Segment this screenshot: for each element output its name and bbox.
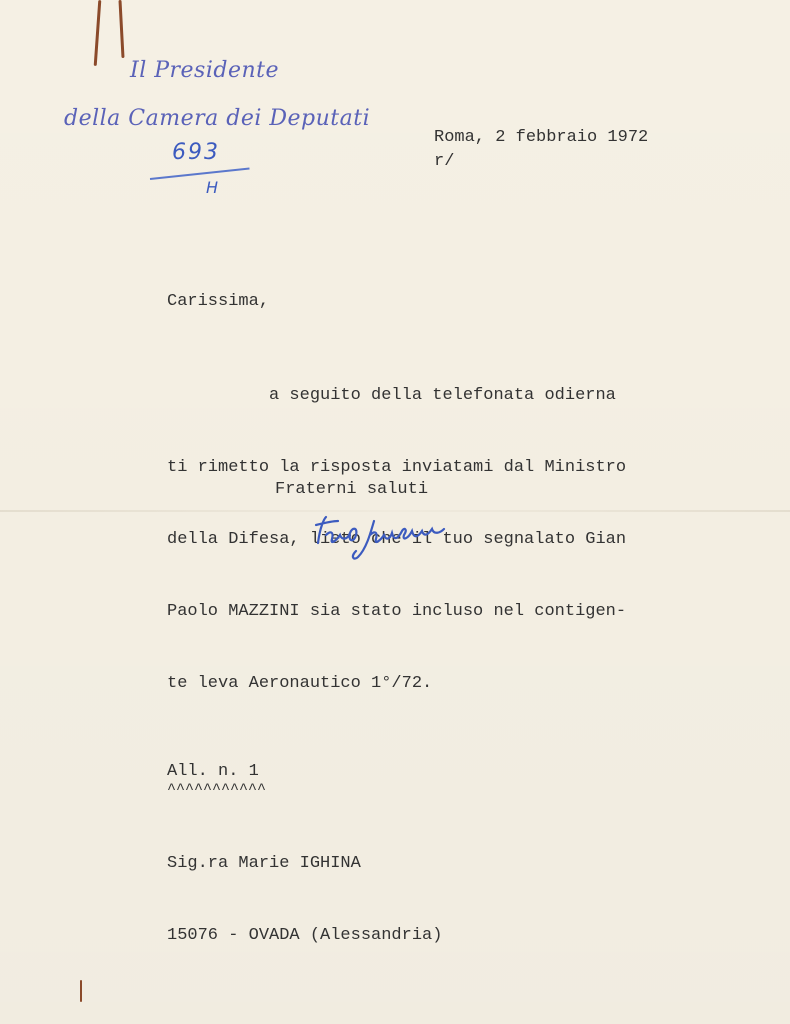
protocol-divider <box>150 168 250 180</box>
enclosure-underline: ^^^^^^^^^^^ <box>167 781 267 798</box>
protocol-number: 693 <box>172 140 220 165</box>
greeting: Carissima, <box>167 292 270 311</box>
staple-mark-bottom <box>80 980 82 1002</box>
body-line: della Difesa, lieto che il tuo segnalato Gian <box>167 530 627 549</box>
handwritten-signature <box>312 505 452 565</box>
letterhead-title: Il Presidente <box>130 58 280 83</box>
recipient-name: Sig.ra Marie IGHINA <box>167 854 361 873</box>
date-line: Roma, 2 febbraio 1972 <box>434 128 649 147</box>
protocol-suffix: H <box>206 178 219 197</box>
staple-mark-right <box>118 0 124 58</box>
body-line: te leva Aeronautico 1°/72. <box>167 674 433 693</box>
body-line: ti rimetto la risposta inviatami dal Ministro <box>167 458 627 477</box>
closing: Fraterni saluti <box>275 480 429 499</box>
recipient-city: 15076 - OVADA (Alessandria) <box>167 926 443 945</box>
staple-mark-left <box>94 0 102 66</box>
enclosure-label: All. n. 1 <box>167 762 259 781</box>
body-line: a seguito della telefonata odierna <box>167 386 616 405</box>
recipient-address <box>167 804 442 996</box>
reference-mark: r/ <box>434 152 455 171</box>
letterhead-institution: della Camera dei Deputati <box>64 106 371 131</box>
body-line: Paolo MAZZINI sia stato incluso nel contigen- <box>167 602 627 621</box>
